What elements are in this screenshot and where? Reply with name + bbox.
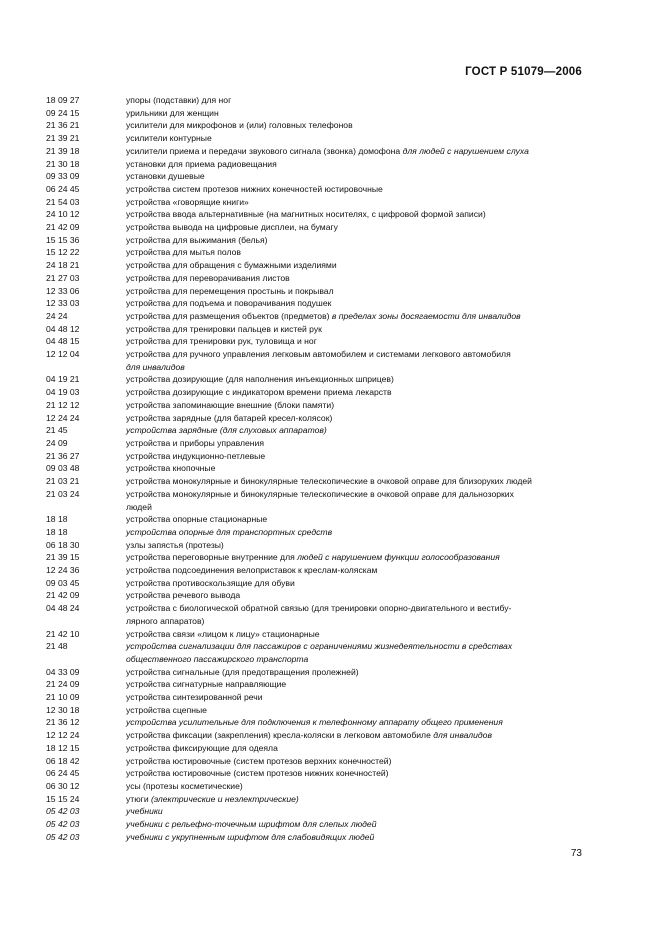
list-item — [46, 831, 586, 844]
item-text — [126, 310, 586, 323]
item-text — [126, 183, 586, 196]
item-text — [126, 412, 586, 425]
item-code: 12 33 03 — [46, 298, 80, 309]
item-text-regular: устройства опорные стационарные — [126, 514, 268, 525]
item-text-regular: устройства сигнатурные направляющие — [126, 679, 287, 690]
item-code: 21 36 12 — [46, 717, 80, 728]
item-text — [126, 805, 586, 818]
item-text-regular: устройства юстировочные (систем протезов нижних конечностей) — [126, 768, 389, 779]
item-text-italic: устройства усилительные для подключения к телефонному аппарату общего применения — [126, 717, 503, 728]
item-text-regular: устройства вывода на цифровые дисплеи, на бумагу — [126, 222, 338, 233]
item-code: 06 18 42 — [46, 755, 80, 766]
list-item — [46, 602, 586, 615]
list-item — [46, 615, 586, 628]
item-text — [126, 793, 586, 806]
item-text-regular: устройства для тренировки рук, туловища и ног — [126, 336, 317, 347]
list-item — [46, 246, 586, 259]
list-item — [46, 310, 586, 323]
item-text — [126, 145, 586, 158]
list-item — [46, 272, 586, 285]
list-item — [46, 158, 586, 171]
item-code: 18 18 — [46, 526, 68, 537]
list-item — [46, 475, 586, 488]
item-code: 21 42 10 — [46, 628, 80, 639]
item-code — [46, 615, 126, 628]
item-code: 12 24 24 — [46, 412, 80, 423]
list-item — [46, 716, 586, 729]
list-item — [46, 196, 586, 209]
item-text-regular: устройства ввода альтернативные (на магнитных носителях, с цифровой формой записи) — [126, 209, 486, 220]
item-text-italic: устройства сигнализации для пассажиров с ограничениями жизнедеятельности в средствах — [126, 641, 513, 652]
item-code: 21 03 24 — [46, 488, 80, 499]
item-text — [126, 767, 586, 780]
page-number: 73 — [570, 848, 582, 859]
item-text-regular: устройства синтезированной речи — [126, 692, 263, 703]
item-code: 21 03 21 — [46, 476, 80, 487]
list-item — [46, 450, 586, 463]
item-text — [126, 755, 586, 768]
list-item — [46, 742, 586, 755]
item-text — [126, 742, 586, 755]
item-text — [126, 246, 586, 259]
item-text-regular: людей — [126, 501, 152, 512]
item-text — [126, 513, 586, 526]
item-text — [126, 361, 586, 374]
item-code: 12 12 04 — [46, 349, 80, 360]
item-text — [126, 196, 586, 209]
item-text — [126, 564, 586, 577]
item-text-italic: учебники с укрупненным шрифтом для слабовидящих людей — [126, 831, 375, 842]
list-item — [46, 297, 586, 310]
list-item — [46, 729, 586, 742]
item-text-regular: устройства дозирующие с индикатором времени приема лекарств — [126, 387, 392, 398]
list-item — [46, 323, 586, 336]
item-text — [126, 678, 586, 691]
list-item — [46, 589, 586, 602]
item-code: 09 03 45 — [46, 577, 80, 588]
list-item — [46, 539, 586, 552]
item-text — [126, 551, 586, 564]
item-code: 04 33 09 — [46, 666, 80, 677]
document-header: ГОСТ Р 51079—2006 — [465, 66, 582, 78]
item-text — [126, 107, 586, 120]
item-text — [126, 94, 586, 107]
item-code: 18 12 15 — [46, 742, 80, 753]
item-text — [126, 335, 586, 348]
item-code: 18 18 — [46, 514, 68, 525]
item-text-regular: устройства «говорящие книги» — [126, 196, 249, 207]
terms-list — [46, 94, 586, 843]
list-item — [46, 780, 586, 793]
list-item — [46, 678, 586, 691]
list-item — [46, 221, 586, 234]
item-text — [126, 640, 586, 653]
item-text-regular: установки для приема радиовещания — [126, 158, 277, 169]
item-code: 21 12 12 — [46, 399, 80, 410]
item-text — [126, 577, 586, 590]
list-item — [46, 564, 586, 577]
item-text-regular: устройства для ручного управления легковым автомобилем и системами легкового автомобиля — [126, 349, 511, 360]
item-text-regular: лярного аппаратов) — [126, 615, 205, 626]
list-item — [46, 145, 586, 158]
item-text — [126, 373, 586, 386]
list-item — [46, 526, 586, 539]
item-text-italic: в пределах зоны досягаемости для инвалидов — [331, 310, 521, 321]
item-code: 06 24 45 — [46, 183, 80, 194]
item-code: 24 10 12 — [46, 209, 80, 220]
list-item — [46, 704, 586, 717]
list-item — [46, 488, 586, 501]
item-code: 04 48 15 — [46, 336, 80, 347]
item-text — [126, 628, 586, 641]
item-text — [126, 208, 586, 221]
list-item — [46, 399, 586, 412]
item-text-regular: устройства зарядные (для батарей кресел-колясок) — [126, 412, 333, 423]
item-code: 05 42 03 — [46, 819, 80, 830]
item-code: 21 42 09 — [46, 590, 80, 601]
item-code: 09 03 48 — [46, 463, 80, 474]
list-item — [46, 818, 586, 831]
list-item — [46, 335, 586, 348]
list-item — [46, 107, 586, 120]
item-text — [126, 399, 586, 412]
item-code — [46, 653, 126, 666]
item-text — [126, 539, 586, 552]
item-code: 24 18 21 — [46, 260, 80, 271]
item-text-italic: устройства опорные для транспортных средств — [126, 526, 333, 537]
item-text — [126, 386, 586, 399]
item-text-regular: устройства юстировочные (систем протезов верхних конечностей) — [126, 755, 392, 766]
item-code: 18 09 27 — [46, 95, 80, 105]
item-text-regular: устройства запоминающие внешние (блоки памяти) — [126, 399, 335, 410]
item-text-regular: усилители контурные — [126, 133, 212, 144]
item-text-regular: устройства противоскользящие для обуви — [126, 577, 295, 588]
item-text-regular: утюги — [126, 793, 152, 804]
item-text-italic: учебники с рельефно-точечным шрифтом для слепых людей — [126, 819, 377, 830]
item-code: 04 48 12 — [46, 323, 80, 334]
item-text — [126, 272, 586, 285]
item-code: 24 09 — [46, 437, 68, 448]
item-text — [126, 615, 586, 628]
item-text — [126, 437, 586, 450]
list-item — [46, 793, 586, 806]
item-text-regular: устройства монокулярные и бинокулярные телескопические в очковой оправе для близоруких людей — [126, 476, 532, 487]
item-code: 15 15 36 — [46, 234, 80, 245]
list-item — [46, 653, 586, 666]
item-text-italic: учебники — [126, 806, 163, 817]
item-text — [126, 450, 586, 463]
item-code: 15 12 22 — [46, 247, 80, 258]
list-item — [46, 767, 586, 780]
item-text-regular: устройства сигнальные (для предотвращения пролежней) — [126, 666, 359, 677]
item-text — [126, 666, 586, 679]
item-text-regular: устройства кнопочные — [126, 463, 216, 474]
item-text-regular: устройства подсоединения велоприставок к креслам-коляскам — [126, 565, 378, 576]
item-text — [126, 818, 586, 831]
list-item — [46, 183, 586, 196]
item-code: 21 39 21 — [46, 133, 80, 144]
item-code: 24 24 — [46, 310, 68, 321]
item-text-regular: устройства связи «лицом к лицу» стационарные — [126, 628, 320, 639]
item-text — [126, 526, 586, 539]
item-text-regular: устройства с биологической обратной связью (для тренировки опорно-двигательного и вестибу- — [126, 603, 512, 614]
list-item — [46, 437, 586, 450]
item-code: 21 10 09 — [46, 692, 80, 703]
item-text-italic: устройства зарядные (для слуховых аппаратов) — [126, 425, 327, 436]
item-text-regular: устройства монокулярные и бинокулярные телескопические в очковой оправе для дальнозорких — [126, 488, 514, 499]
item-code: 06 30 12 — [46, 780, 80, 791]
list-item — [46, 373, 586, 386]
item-text-regular: устройства индукционно-петлевые — [126, 450, 266, 461]
item-code: 21 48 — [46, 641, 68, 652]
item-text — [126, 158, 586, 171]
item-text — [126, 424, 586, 437]
item-text-regular: устройства для переворачивания листов — [126, 272, 290, 283]
item-text-regular: устройства для обращения с бумажными изделиями — [126, 260, 337, 271]
list-item — [46, 513, 586, 526]
list-item — [46, 208, 586, 221]
item-text-italic: для инвалидов — [126, 361, 185, 372]
list-item — [46, 666, 586, 679]
item-code: 21 39 18 — [46, 145, 80, 156]
item-text — [126, 780, 586, 793]
list-item — [46, 170, 586, 183]
item-code: 04 19 03 — [46, 387, 80, 398]
item-code: 21 54 03 — [46, 196, 80, 207]
list-item — [46, 348, 586, 361]
item-text-regular: усы (протезы косметические) — [126, 780, 243, 791]
item-text — [126, 462, 586, 475]
list-item — [46, 119, 586, 132]
item-text — [126, 716, 586, 729]
item-text — [126, 259, 586, 272]
item-code: 04 48 24 — [46, 603, 80, 614]
item-text-regular: устройства для тренировки пальцев и кистей рук — [126, 323, 322, 334]
item-text — [126, 285, 586, 298]
item-code: 04 19 21 — [46, 374, 80, 385]
item-text-italic: для инвалидов — [433, 730, 492, 741]
item-text-regular: устройства для мытья полов — [126, 247, 241, 258]
list-item — [46, 386, 586, 399]
item-code: 12 33 06 — [46, 285, 80, 296]
item-text-regular: устройства систем протезов нижних конечностей юстировочные — [126, 183, 383, 194]
item-code: 12 30 18 — [46, 704, 80, 715]
item-code: 21 42 09 — [46, 222, 80, 233]
item-text — [126, 221, 586, 234]
list-item — [46, 501, 586, 514]
item-text — [126, 729, 586, 742]
item-code: 12 24 36 — [46, 565, 80, 576]
list-item — [46, 640, 586, 653]
item-text-regular: устройства для перемещения простынь и покрывал — [126, 285, 334, 296]
item-text — [126, 589, 586, 602]
item-code: 21 36 27 — [46, 450, 80, 461]
list-item — [46, 755, 586, 768]
item-text-regular: устройства речевого вывода — [126, 590, 241, 601]
list-item — [46, 691, 586, 704]
item-text-regular: устройства и приборы управления — [126, 437, 264, 448]
item-text-regular: устройства для подъема и поворачивания подушек — [126, 298, 332, 309]
item-text-regular: устройства для выжимания (белья) — [126, 234, 268, 245]
item-text-regular: устройства сцепные — [126, 704, 207, 715]
item-text-regular: установки душевые — [126, 171, 205, 182]
item-text — [126, 704, 586, 717]
item-code: 15 15 24 — [46, 793, 80, 804]
item-code — [46, 501, 126, 514]
item-text-regular: усилители приема и передачи звукового сигнала (звонка) домофона — [126, 145, 403, 156]
item-text — [126, 475, 586, 488]
item-code: 06 24 45 — [46, 768, 80, 779]
item-text — [126, 348, 586, 361]
item-code: 05 42 03 — [46, 806, 80, 817]
item-text — [126, 297, 586, 310]
list-item — [46, 628, 586, 641]
item-text-regular: устройства переговорные внутренние для — [126, 552, 298, 563]
item-text — [126, 119, 586, 132]
item-text-regular: усилители для микрофонов и (или) головных телефонов — [126, 120, 353, 131]
list-item — [46, 259, 586, 272]
list-item — [46, 805, 586, 818]
item-text-regular: устройства дозирующие (для наполнения инъекционных шприцев) — [126, 374, 394, 385]
list-item — [46, 94, 586, 107]
list-item — [46, 577, 586, 590]
item-text — [126, 653, 586, 666]
item-text-italic: для людей с нарушением слуха — [402, 145, 529, 156]
item-text — [126, 501, 586, 514]
item-text-regular: урильники для женщин — [126, 107, 219, 118]
item-text-italic: людей с нарушением функции голосообразования — [297, 552, 500, 563]
item-text-regular: упоры (подставки) для ног — [126, 95, 232, 105]
item-code: 21 30 18 — [46, 158, 80, 169]
item-code: 21 36 21 — [46, 120, 80, 131]
item-code: 09 24 15 — [46, 107, 80, 118]
item-text — [126, 488, 586, 501]
list-item — [46, 424, 586, 437]
item-code: 12 12 24 — [46, 730, 80, 741]
item-code: 09 33 09 — [46, 171, 80, 182]
item-text-regular: узлы запястья (протезы) — [126, 539, 224, 550]
list-item — [46, 412, 586, 425]
item-text — [126, 831, 586, 844]
item-code: 21 39 15 — [46, 552, 80, 563]
item-code: 21 24 09 — [46, 679, 80, 690]
list-item — [46, 132, 586, 145]
item-text — [126, 234, 586, 247]
item-text-italic: общественного пассажирского транспорта — [126, 653, 309, 664]
item-text-regular: устройства фиксирующие для одеяла — [126, 742, 278, 753]
item-code: 05 42 03 — [46, 831, 80, 842]
item-code — [46, 361, 126, 374]
list-item — [46, 462, 586, 475]
item-text — [126, 691, 586, 704]
item-code: 06 18 30 — [46, 539, 80, 550]
item-text-italic: (электрические и неэлектрические) — [151, 793, 299, 804]
list-item — [46, 551, 586, 564]
item-code: 21 27 03 — [46, 272, 80, 283]
list-item — [46, 285, 586, 298]
item-text-regular: устройства фиксации (закрепления) кресла-коляски в легковом автомобиле — [126, 730, 434, 741]
item-text — [126, 323, 586, 336]
list-item — [46, 361, 586, 374]
item-text — [126, 132, 586, 145]
list-item — [46, 234, 586, 247]
item-code: 21 45 — [46, 425, 68, 436]
item-text-regular: устройства для размещения объектов (предметов) — [126, 310, 332, 321]
item-text — [126, 170, 586, 183]
item-text — [126, 602, 586, 615]
